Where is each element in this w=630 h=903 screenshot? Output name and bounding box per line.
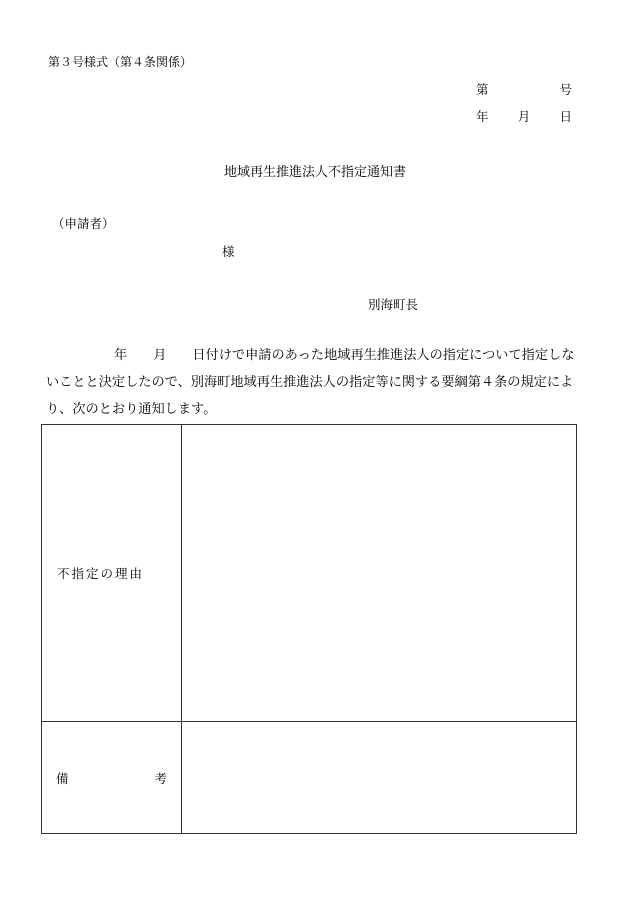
date-year: 年: [476, 109, 489, 124]
date-month: 月: [517, 109, 531, 124]
notice-table: [41, 424, 577, 834]
document-number-line: [476, 80, 572, 98]
reason-label: 不指定の理由: [42, 425, 182, 722]
body-line-2: いことと決定したので、別海町地域再生推進法人の指定等に関する要綱第４条の規定によ: [46, 375, 574, 390]
reason-row: [42, 425, 577, 722]
reason-field[interactable]: [182, 425, 577, 722]
number-prefix: 第: [476, 82, 489, 97]
body-year: 年: [114, 348, 128, 363]
remarks-label-char-2: 考: [154, 770, 167, 786]
document-title: 地域再生推進法人不指定通知書: [223, 165, 406, 180]
form-number-label: 第３号様式（第４条関係）: [48, 55, 193, 69]
remarks-row: [42, 722, 577, 834]
issuer-name: 別海町長: [368, 297, 419, 312]
number-suffix: 号: [559, 82, 572, 97]
body-line-3: り、次のとおり通知します。: [46, 402, 217, 417]
honorific-sama: 様: [222, 244, 235, 259]
body-month: 月: [153, 348, 167, 363]
date-line: [476, 107, 572, 125]
remarks-label-char-1: 備: [56, 770, 69, 786]
date-day: 日: [559, 109, 572, 124]
body-line-1-text: 日付けで申請のあった地域再生推進法人の指定について指定しな: [192, 348, 575, 363]
applicant-label: （申請者）: [52, 216, 115, 231]
notice-body: [46, 342, 588, 423]
remarks-field[interactable]: [182, 722, 577, 834]
body-line-1: [46, 342, 588, 369]
remarks-label: [42, 722, 182, 834]
